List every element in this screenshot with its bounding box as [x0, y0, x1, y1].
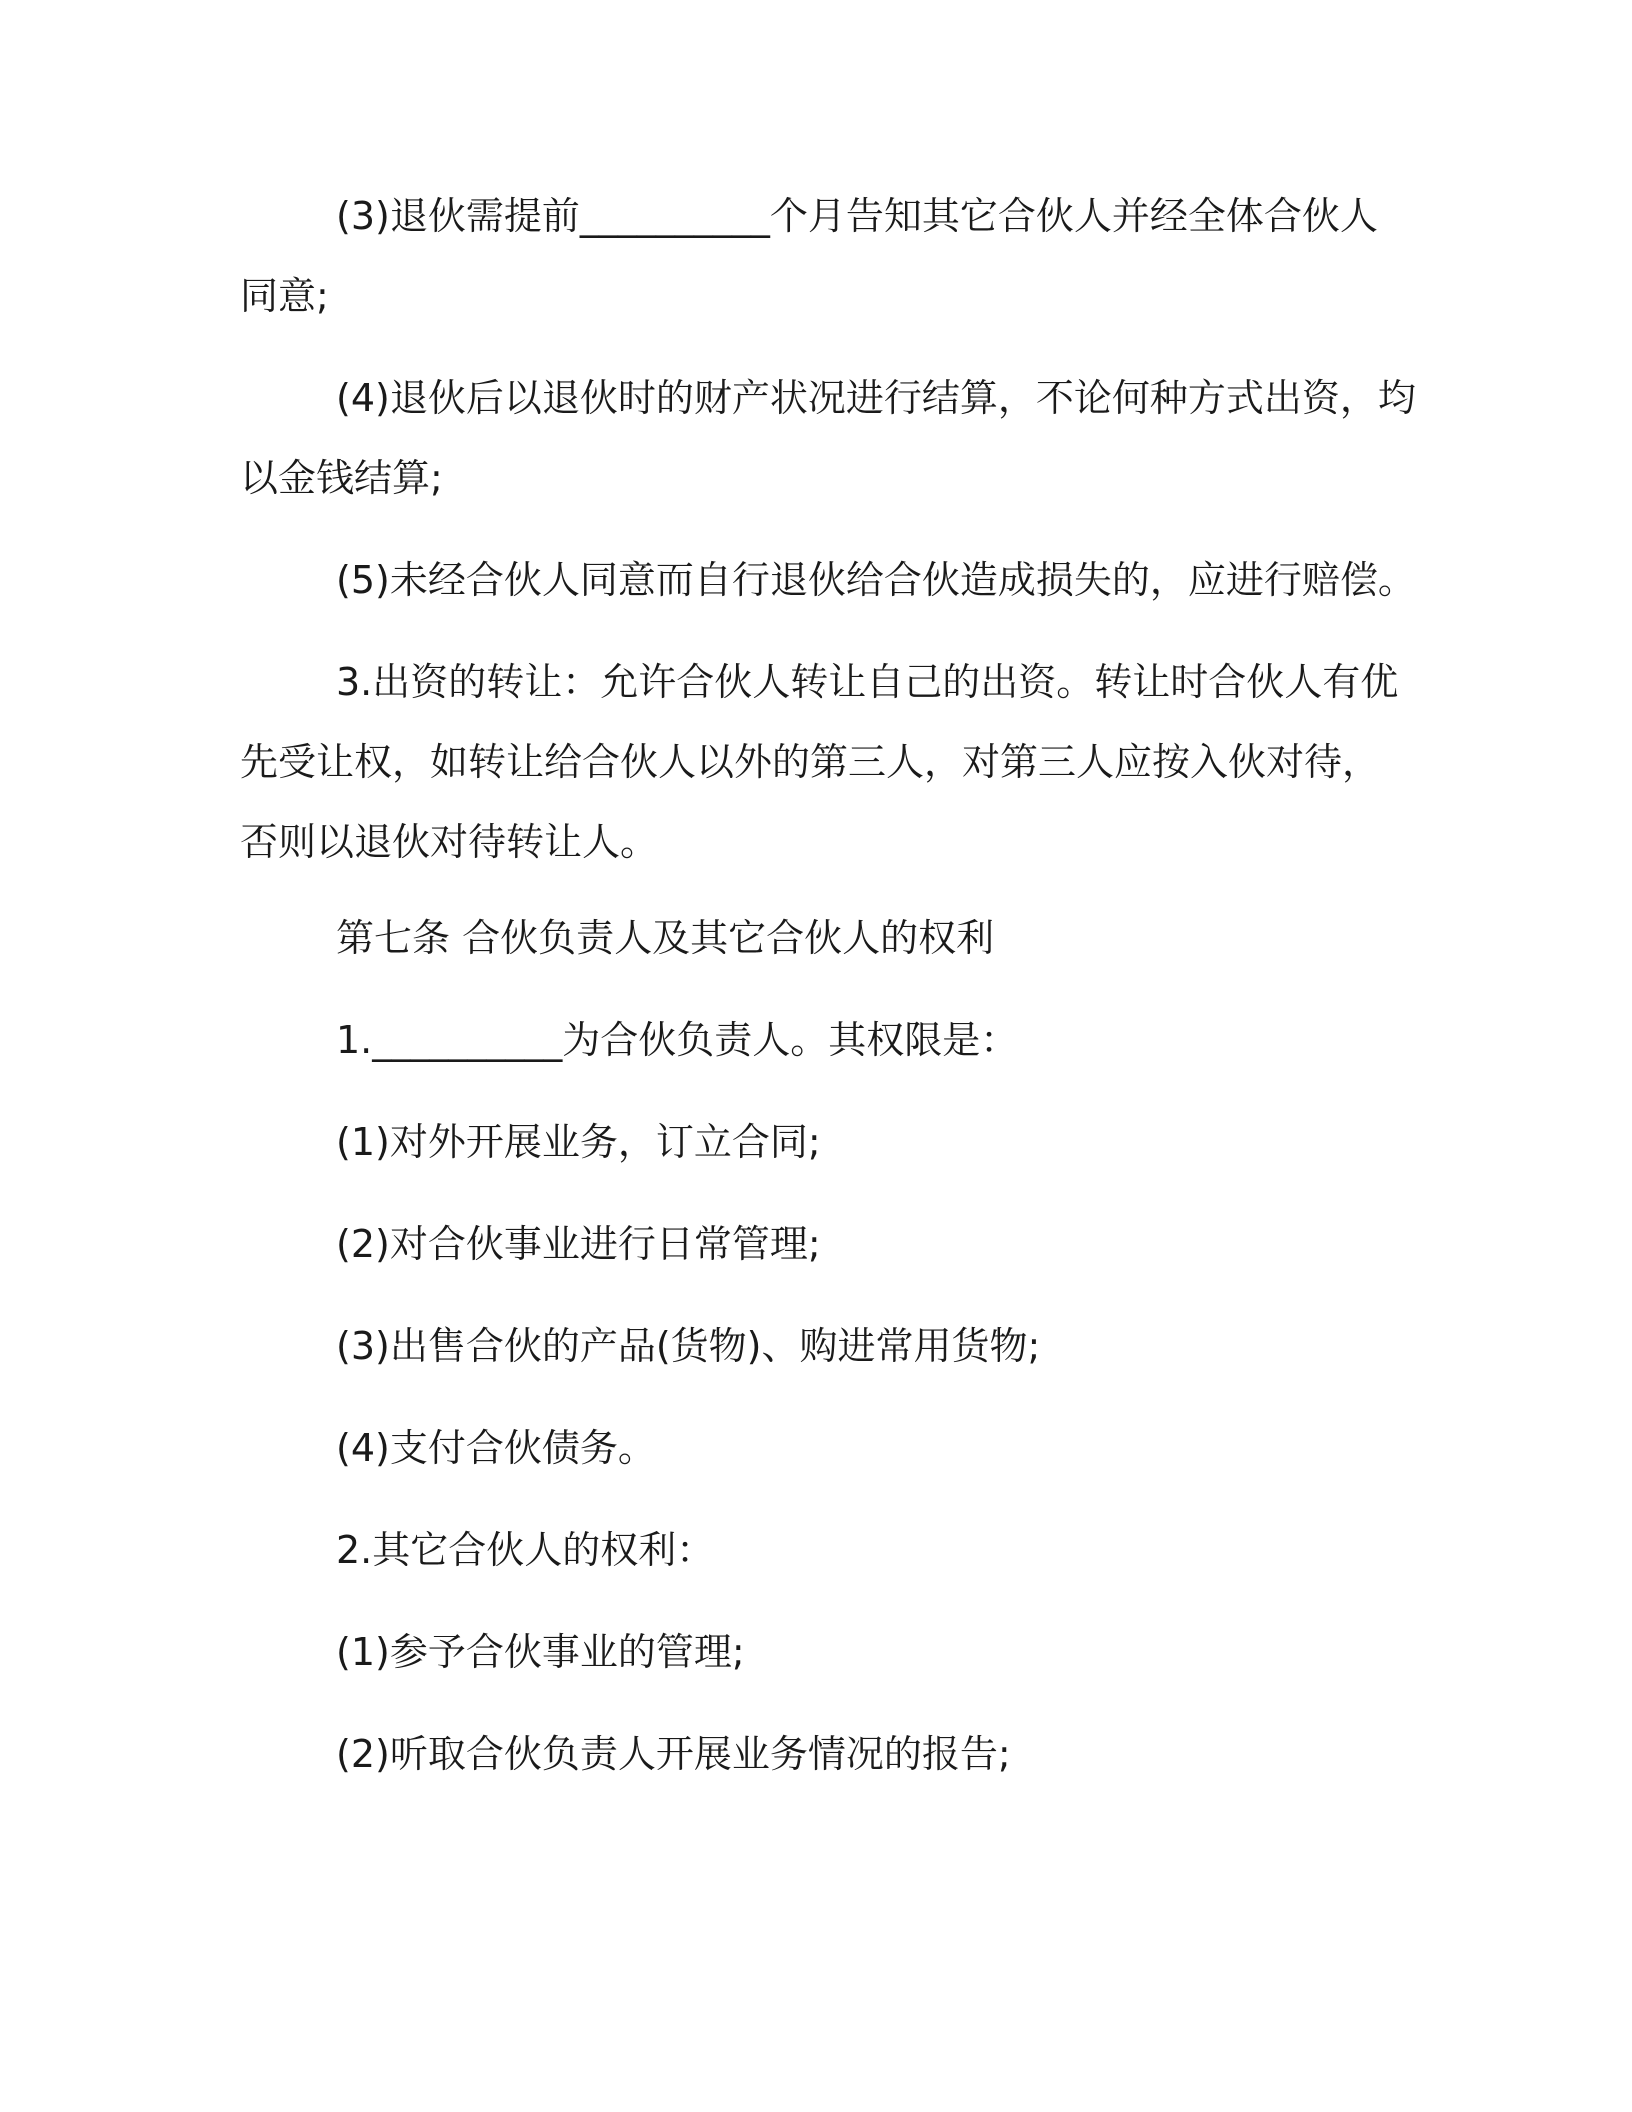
list-item — [240, 1306, 1390, 1386]
paragraph-line: (3)出售合伙的产品(货物)、购进常用货物; — [336, 1324, 1041, 1368]
paragraph-line: (2)听取合伙负责人开展业务情况的报告; — [336, 1732, 1011, 1776]
paragraph-line: 同意; — [240, 274, 329, 318]
paragraph-line: (4)支付合伙债务。 — [336, 1426, 656, 1470]
list-item — [240, 1102, 1390, 1182]
paragraph-line: (1)参予合伙事业的管理; — [336, 1630, 745, 1674]
paragraph-line: 第七条 合伙负责人及其它合伙人的权利 — [336, 916, 995, 960]
paragraph-line: (1)对外开展业务，订立合同; — [336, 1120, 821, 1164]
paragraph-line: (3)退伙需提前__________个月告知其它合伙人并经全体合伙人 — [336, 194, 1378, 238]
paragraph-line: 3.出资的转让：允许合伙人转让自己的出资。转让时合伙人有优 — [336, 660, 1399, 704]
paragraph-withdrawal-notice — [240, 176, 1390, 336]
list-item — [240, 1204, 1390, 1284]
paragraph-line: 先受让权，如转让给合伙人以外的第三人，对第三人应按入伙对待， — [240, 740, 1381, 784]
paragraph-other-partners-rights — [240, 1510, 1390, 1590]
paragraph-line: (5)未经合伙人同意而自行退伙给合伙造成损失的，应进行赔偿。 — [336, 558, 1416, 602]
paragraph-compensation — [240, 540, 1416, 620]
paragraph-line: 1.__________为合伙负责人。其权限是： — [336, 1018, 1019, 1062]
paragraph-line: 否则以退伙对待转让人。 — [240, 820, 659, 864]
paragraph-line: (2)对合伙事业进行日常管理; — [336, 1222, 821, 1266]
paragraph-partner-in-charge — [240, 1000, 1390, 1080]
paragraph-withdrawal-settlement — [240, 358, 1416, 518]
paragraph-line: 2.其它合伙人的权利： — [336, 1528, 715, 1572]
paragraph-line: 以金钱结算; — [240, 456, 443, 500]
paragraph-line: (4)退伙后以退伙时的财产状况进行结算，不论何种方式出资，均 — [336, 376, 1416, 420]
list-item — [240, 1714, 1390, 1794]
article-heading — [240, 898, 1390, 978]
list-item — [240, 1408, 1390, 1488]
paragraph-capital-transfer — [240, 642, 1399, 882]
list-item — [240, 1612, 1390, 1692]
